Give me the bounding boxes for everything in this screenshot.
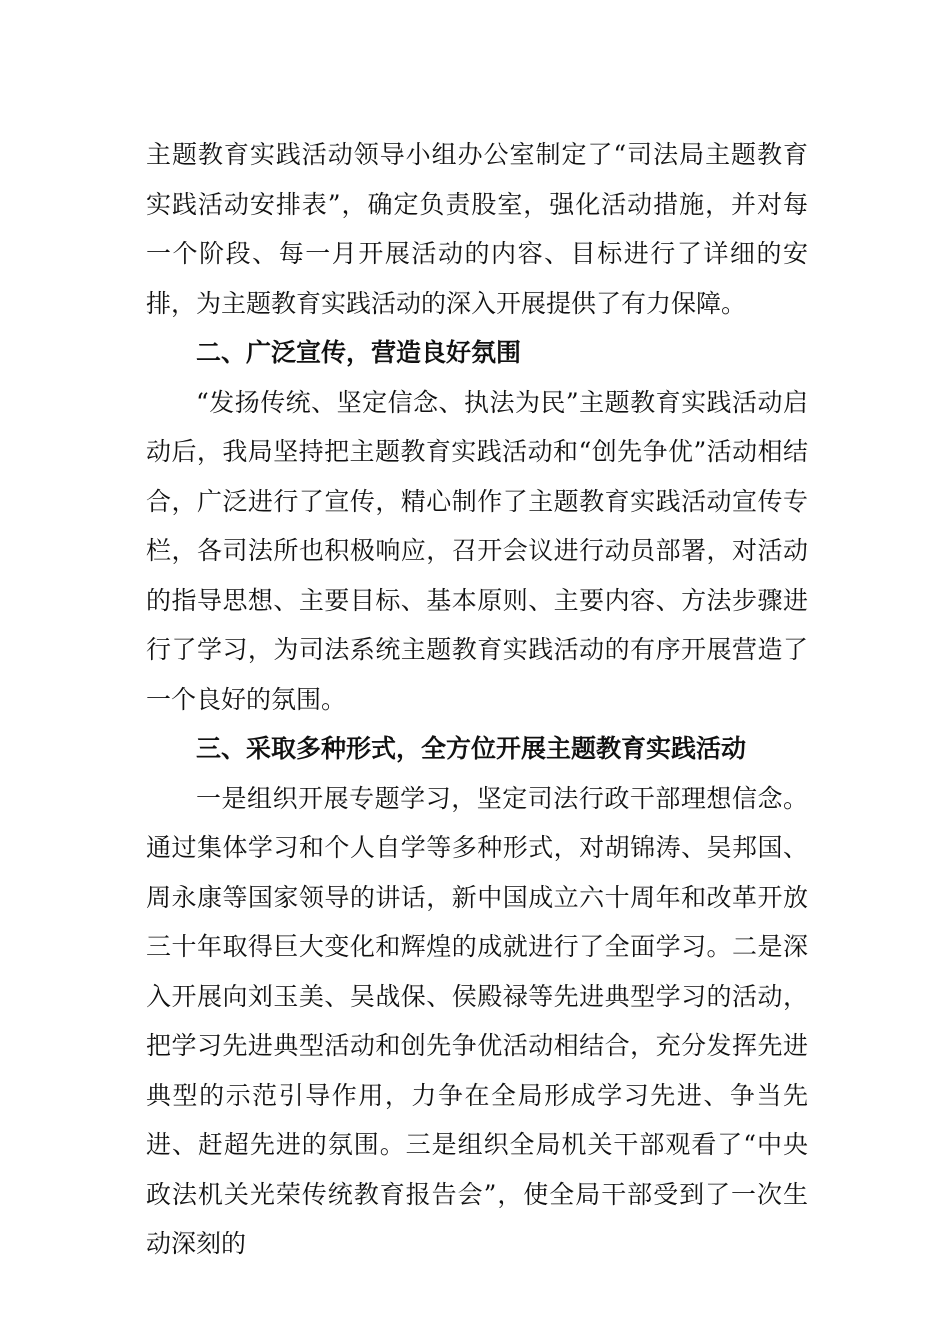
section-heading-publicity: 二、广泛宣传，营造良好氛围: [196, 338, 522, 367]
paragraph-study-activities: 一是组织开展专题学习，坚定司法行政干部理想信念。通过集体学习和个人自学等多种形式，对胡锦涛、吴邦国、周永康等国家领导的讲话，新中国成立六十周年和改革开放三十年取得巨大变化和辉煌的成就进行了全面学习。二是深入开展向刘玉美、吴战保、侯殿禄等先进典型学习的活动，把学习先进典型活动和创先争优活动相结合，充分发挥先进典型的示范引导作用，力争在全局形成学习先进、争当先进、赶超先进的氛围。三是组织全局机关干部观看了“中央政法机关光荣传统教育报告会”，使全局干部受到了一次生动深刻的: [146, 783, 808, 1258]
section-heading-forms: 三、采取多种形式，全方位开展主题教育实践活动: [196, 734, 747, 763]
document-body: [146, 130, 808, 1269]
paragraph-publicity: “发扬传统、坚定信念、执法为民”主题教育实践活动启动后，我局坚持把主题教育实践活动和“创先争优”活动相结合，广泛进行了宣传，精心制作了主题教育实践活动宣传专栏，各司法所也积极响应，召开会议进行动员部署，对活动的指导思想、主要目标、基本原则、主要内容、方法步骤进行了学习，为司法系统主题教育实践活动的有序开展营造了一个良好的氛围。: [146, 387, 808, 714]
paragraph-arrangement-table: 主题教育实践活动领导小组办公室制定了“司法局主题教育实践活动安排表”，确定负责股室，强化活动措施，并对每一个阶段、每一月开展活动的内容、目标进行了详细的安排，为主题教育实践活动的深入开展提供了有力保障。: [146, 140, 808, 318]
